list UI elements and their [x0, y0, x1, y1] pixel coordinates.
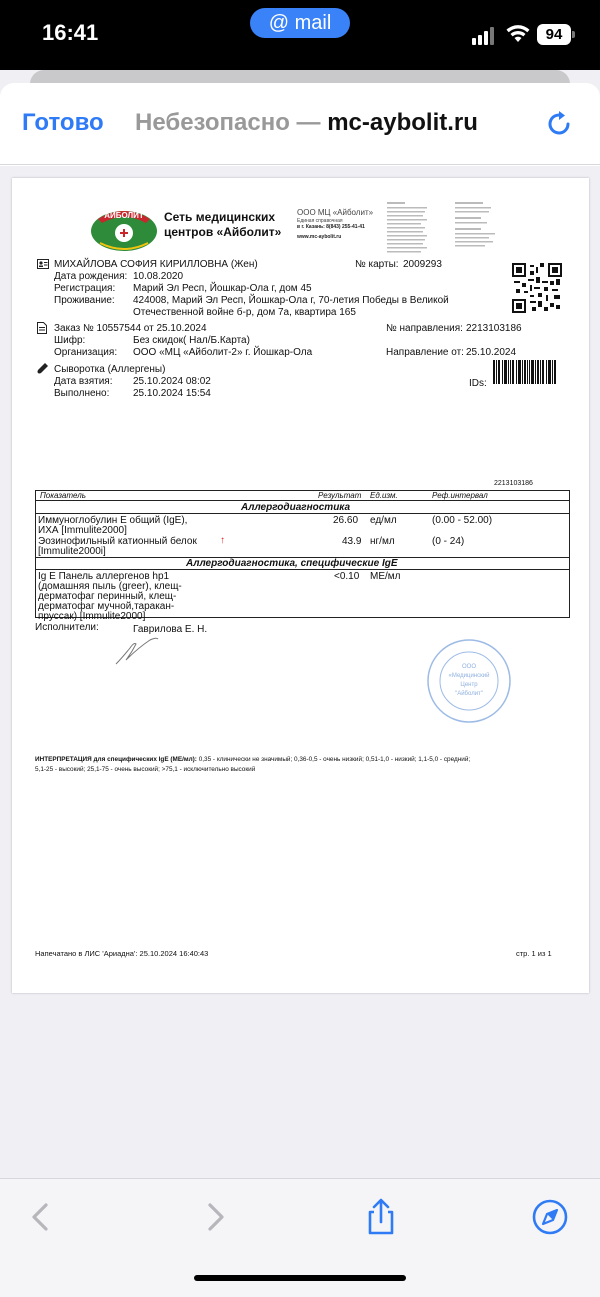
browser-sheet [0, 83, 600, 1297]
sample-type: Сыворотка (Аллергены) [54, 364, 166, 375]
stamp-line3: Центр [460, 682, 478, 688]
performers-label: Исполнители: [35, 622, 99, 633]
aybolit-logo [88, 205, 160, 253]
address-line2: Отечественной войне б-р, дом 7а, квартира 165 [133, 307, 356, 318]
brand-name [164, 210, 281, 240]
stamp-line1: ООО [461, 664, 477, 670]
status-time: 16:41 [42, 20, 99, 45]
back-chevron-icon[interactable] [22, 1197, 62, 1237]
patient-name: МИХАЙЛОВА СОФИЯ КИРИЛЛОВНА (Жен) [54, 259, 258, 270]
signal-icon [472, 27, 498, 45]
battery-tip [572, 31, 575, 38]
lab-report-document [12, 178, 589, 993]
row-panel-unit: МЕ/мл [370, 571, 401, 582]
row-ecp-name-1: Эозинофильный катионный белок [38, 536, 197, 547]
referral-label: № направления: [386, 323, 463, 334]
referral-number: 2213103186 [466, 323, 522, 334]
done-button[interactable]: Готово [22, 109, 104, 136]
row-divider [36, 513, 569, 514]
section-specific-ige: Аллергодиагностика, специфические IgE [186, 558, 398, 569]
security-warning: Небезопасно — [135, 109, 328, 136]
table-header [36, 491, 569, 501]
performer-name: Гаврилова Е. Н. [133, 624, 208, 635]
barcode-number: 2213103186 [494, 480, 533, 487]
row-ecp-result: 43.9 [342, 536, 362, 547]
row-panel-result: <0.10 [334, 571, 360, 582]
clinic-stamp [426, 638, 512, 724]
row-ecp-reference: (0 - 24) [432, 536, 465, 547]
org-name: ООО МЦ «Айболит» [297, 208, 374, 217]
results-table [35, 490, 570, 622]
interpretation-title: ИНТЕРПРЕТАЦИЯ для специфических IgE (МЕ/мл): [35, 756, 197, 763]
branch-addresses [387, 200, 522, 258]
share-icon[interactable] [361, 1197, 401, 1237]
header-unit: Ед.изм. [370, 491, 398, 500]
interpretation-line1: 0,35 - клинически не значимый; 0,36-0,5 - очень низкий; 0,51-1,0 - низкий; 1,1-5,0 - средний; [198, 756, 471, 763]
reload-icon[interactable] [544, 109, 574, 139]
patient-card-icon [37, 259, 49, 269]
wifi-icon [505, 22, 531, 44]
url-host: mc-aybolit.ru [327, 109, 478, 136]
cipher-value: Без скидок( Нал/Б.Карта) [133, 335, 250, 346]
registration-label: Регистрация: [54, 283, 116, 294]
test-tube-icon [37, 362, 49, 374]
header-parameter: Показатель [40, 491, 86, 500]
row-ecp-name-2: [Immulite2000i] [38, 546, 106, 557]
interpretation-note [35, 755, 565, 774]
browser-navbar [0, 83, 600, 165]
address-line1: 424008, Марий Эл Респ, Йошкар-Ола г, 70-летия Победы в Великой [133, 295, 449, 306]
page-viewport[interactable] [0, 166, 600, 1178]
battery-indicator: 94 [537, 24, 571, 45]
org-site: www.mc-aybolit.ru [297, 233, 342, 240]
address-label: Проживание: [54, 295, 115, 306]
row-ecp-unit: нг/мл [370, 536, 395, 547]
row-ige-result: 26.60 [333, 515, 359, 526]
stamp-line2: «Медицинский [448, 673, 490, 679]
brand-line1: Сеть медицинских [164, 210, 276, 224]
page-counter: стр. 1 из 1 [516, 949, 552, 958]
signature [112, 634, 162, 668]
ids-label: IDs: [469, 378, 487, 389]
row-divider [36, 569, 569, 570]
row-panel-line4: дерматофаг мучной,таракан- [38, 601, 175, 612]
elevated-flag-icon: ↑ [220, 535, 225, 546]
dob-value: 10.08.2020 [133, 271, 184, 282]
taken-label: Дата взятия: [54, 376, 113, 387]
taken-value: 25.10.2024 08:02 [133, 376, 211, 387]
printed-timestamp: Напечатано в ЛИС 'Ариадна': 25.10.2024 16:40:43 [35, 949, 209, 958]
row-panel-line5: пруссак) [Immulite2000] [38, 611, 146, 622]
referral-date: 25.10.2024 [466, 347, 517, 358]
dob-label: Дата рождения: [54, 271, 128, 282]
bottom-toolbar [0, 1178, 600, 1297]
mail-back-pill[interactable]: @ mail [250, 8, 350, 38]
row-panel-line3: дерматофаг перинный, клещ- [38, 591, 177, 602]
address-bar[interactable] [135, 109, 478, 137]
header-result: Результат [318, 491, 362, 500]
org-phone: в г. Казань: 8(843) 255-41-41 [297, 224, 365, 231]
row-panel-line1: Ig E Панель аллергенов hp1 [38, 571, 170, 582]
status-bar [0, 0, 600, 70]
svg-text:АЙБОЛИТ: АЙБОЛИТ [104, 211, 144, 220]
referral-date-label: Направление от: [386, 347, 464, 358]
section-allergy: Аллергодиагностика [241, 502, 351, 513]
row-ige-unit: ед/мл [370, 515, 397, 526]
forward-chevron-icon[interactable] [194, 1197, 234, 1237]
home-indicator[interactable] [194, 1275, 406, 1281]
completed-label: Выполнено: [54, 388, 110, 399]
order-document-icon [37, 322, 47, 334]
completed-value: 25.10.2024 15:54 [133, 388, 211, 399]
row-ige-name-1: Иммуноглобулин Е общий (IgE), [38, 515, 188, 526]
organization-value: ООО «МЦ «Айболит-2» г. Йошкар-Ола [133, 347, 313, 358]
card-label: № карты: [355, 259, 399, 270]
organization-label: Организация: [54, 347, 118, 358]
qr-code [512, 263, 562, 313]
card-number: 2009293 [403, 259, 442, 270]
order-number: Заказ № 10557544 от 25.10.2024 [54, 323, 207, 334]
brand-line2: центров «Айболит» [164, 225, 282, 239]
interpretation-line2: 5,1-25 - высокий; 25,1-75 - очень высокий; >75,1 - исключительно высокий [35, 765, 256, 773]
header-reference: Реф.интервал [432, 491, 488, 500]
sample-barcode [493, 360, 557, 384]
stamp-line4: "Айболит" [455, 691, 483, 697]
row-panel-line2: (домашняя пыль (greer), клещ- [38, 581, 182, 592]
registration-value: Марий Эл Респ, Йошкар-Ола г, дом 45 [133, 283, 312, 294]
cipher-label: Шифр: [54, 335, 86, 346]
compass-icon[interactable] [530, 1197, 570, 1237]
row-ige-reference: (0.00 - 52.00) [432, 515, 493, 526]
row-ige-name-2: ИХА [Immulite2000] [38, 525, 127, 536]
org-phone-label: Единая справочная [297, 218, 343, 224]
org-contact-block [297, 208, 373, 240]
